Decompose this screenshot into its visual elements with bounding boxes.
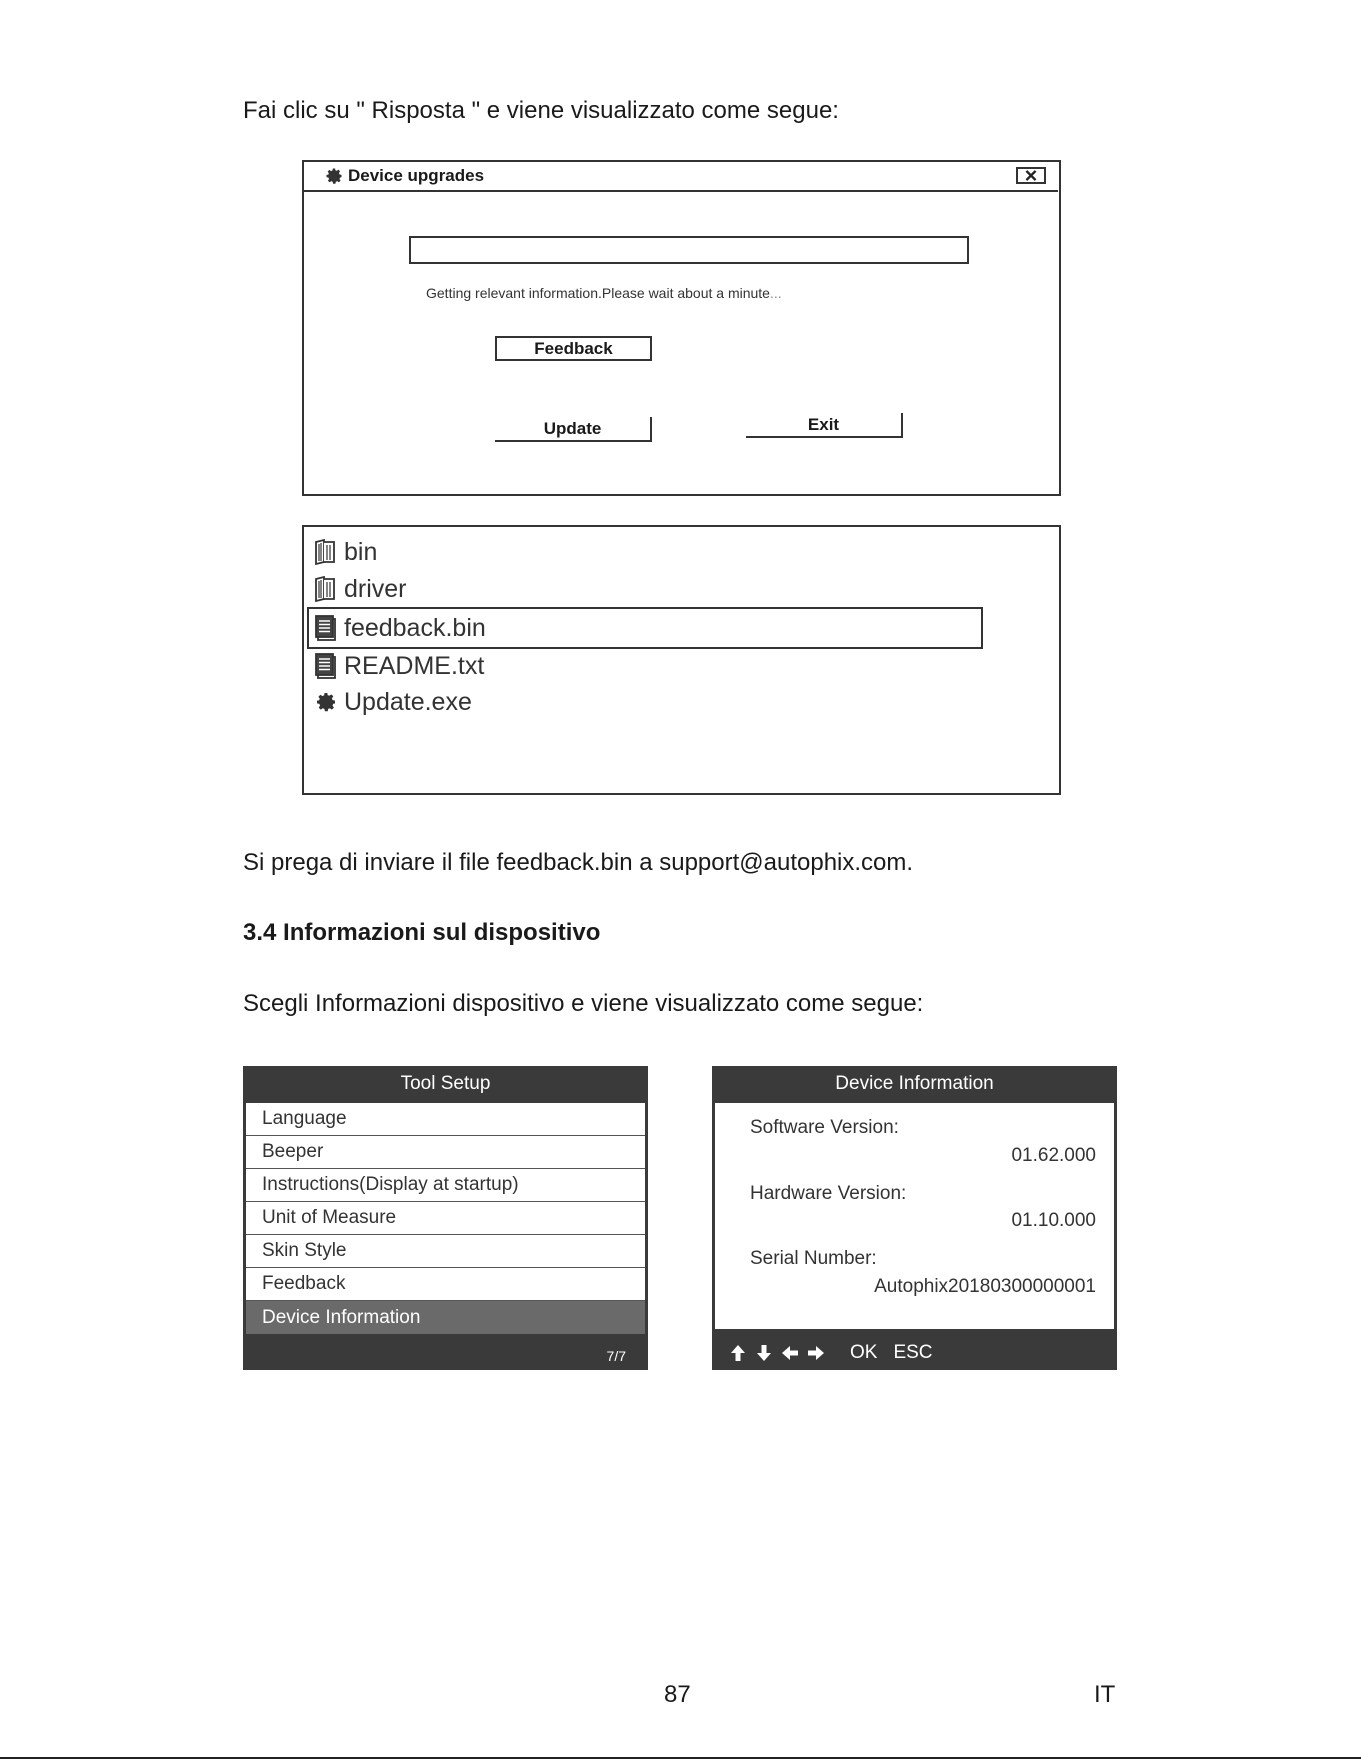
gear-icon xyxy=(324,166,344,186)
close-button[interactable] xyxy=(1016,167,1046,184)
feedback-button[interactable]: Feedback xyxy=(495,336,652,361)
status-ellipsis: ... xyxy=(769,285,782,301)
file-name: feedback.bin xyxy=(344,613,486,642)
close-icon xyxy=(1023,170,1039,181)
menu-item-device-information[interactable]: Device Information xyxy=(246,1301,645,1334)
serial-number-label: Serial Number: xyxy=(750,1248,877,1269)
file-item-feedback-bin[interactable] xyxy=(314,611,486,645)
screen-title: Device Information xyxy=(835,1073,994,1094)
window-title: Device upgrades xyxy=(348,166,485,185)
status-text: Getting relevant information.Please wait about a minute xyxy=(426,285,770,301)
title-divider xyxy=(304,190,1058,192)
software-version-value: 01.62.000 xyxy=(1011,1145,1096,1166)
menu-item-instructions[interactable]: Instructions(Display at startup) xyxy=(246,1169,645,1202)
file-item-readme[interactable] xyxy=(314,649,484,683)
window-title-bar xyxy=(324,166,484,186)
navigation-bar xyxy=(728,1342,933,1364)
send-instruction: Si prega di inviare il file feedback.bin a support@autophix.com. xyxy=(243,849,914,876)
progress-bar xyxy=(409,236,969,264)
gear-icon xyxy=(314,690,338,714)
bottom-rule xyxy=(0,1757,1361,1759)
choose-paragraph: Scegli Informazioni dispositivo e viene visualizzato come segue: xyxy=(243,990,924,1017)
exit-button[interactable]: Exit xyxy=(746,413,903,438)
page-number: 87 xyxy=(664,1681,691,1708)
file-item-driver[interactable] xyxy=(314,572,407,606)
document-icon xyxy=(314,652,338,680)
file-item-update-exe[interactable] xyxy=(314,685,472,719)
device-upgrades-window xyxy=(302,160,1061,496)
section-heading: 3.4 Informazioni sul dispositivo xyxy=(243,919,601,946)
device-information-screen xyxy=(712,1066,1117,1370)
file-name: README.txt xyxy=(344,651,485,680)
document-icon xyxy=(314,614,338,642)
arrow-left-icon[interactable] xyxy=(780,1343,800,1363)
hardware-version-value: 01.10.000 xyxy=(1011,1210,1096,1231)
arrow-right-icon[interactable] xyxy=(806,1343,826,1363)
file-name: bin xyxy=(344,537,378,566)
menu-item-beeper[interactable]: Beeper xyxy=(246,1136,645,1169)
intro-paragraph: Fai clic su " Risposta " e viene visualizzato come segue: xyxy=(243,97,839,124)
screen-title: Tool Setup xyxy=(400,1073,491,1094)
ok-key[interactable]: OK xyxy=(850,1342,878,1363)
menu-list xyxy=(246,1103,645,1334)
hardware-version-label: Hardware Version: xyxy=(750,1183,907,1204)
tool-setup-screen xyxy=(243,1066,648,1370)
info-panel xyxy=(715,1103,1114,1329)
file-name: driver xyxy=(344,574,407,603)
folder-icon xyxy=(314,575,338,603)
file-item-bin[interactable] xyxy=(314,535,377,569)
file-name: Update.exe xyxy=(344,687,472,716)
update-button[interactable]: Update xyxy=(495,417,652,442)
page-counter: 7/7 xyxy=(606,1348,626,1364)
serial-number-value: Autophix20180300000001 xyxy=(874,1276,1096,1297)
software-version-label: Software Version: xyxy=(750,1117,899,1138)
file-browser xyxy=(302,525,1061,795)
esc-key[interactable]: ESC xyxy=(893,1342,933,1363)
arrow-down-icon[interactable] xyxy=(754,1343,774,1363)
language-code: IT xyxy=(1094,1681,1116,1708)
status-message xyxy=(426,285,782,301)
arrow-up-icon[interactable] xyxy=(728,1343,748,1363)
menu-item-unit-of-measure[interactable]: Unit of Measure xyxy=(246,1202,645,1235)
folder-icon xyxy=(314,538,338,566)
menu-item-feedback[interactable]: Feedback xyxy=(246,1268,645,1301)
menu-item-language[interactable]: Language xyxy=(246,1103,645,1136)
menu-item-skin-style[interactable]: Skin Style xyxy=(246,1235,645,1268)
